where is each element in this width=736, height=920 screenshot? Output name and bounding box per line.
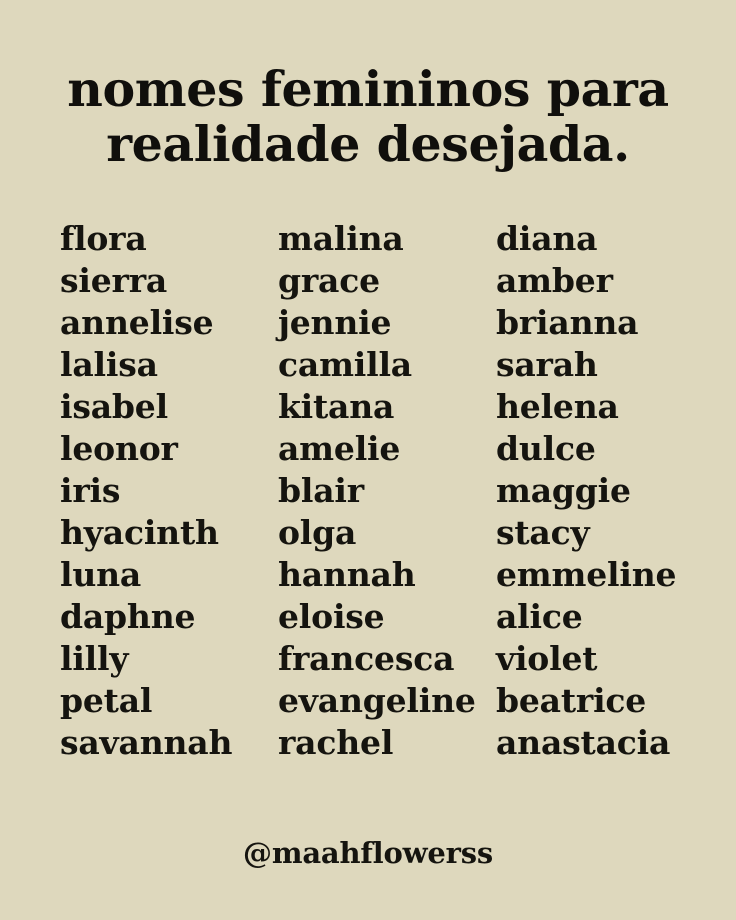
author-handle: @maahflowerss <box>243 836 493 870</box>
page-title-line-1: nomes femininos para <box>67 60 669 118</box>
list-item: eloise <box>278 596 385 636</box>
list-item: lalisa <box>60 344 158 384</box>
list-item: violet <box>496 638 598 678</box>
list-item: annelise <box>60 302 214 342</box>
list-item: stacy <box>496 512 590 552</box>
list-item: brianna <box>496 302 639 342</box>
list-item: dulce <box>496 428 596 468</box>
list-item: amelie <box>278 428 401 468</box>
page-title-line-2: realidade desejada. <box>106 114 630 173</box>
name-column-2 <box>278 218 496 764</box>
list-item: petal <box>60 680 153 720</box>
list-item: flora <box>60 218 147 258</box>
list-item: amber <box>496 260 613 300</box>
list-item: beatrice <box>496 680 647 720</box>
list-item: camilla <box>278 344 412 384</box>
name-column-1 <box>60 218 278 764</box>
name-columns <box>0 218 736 764</box>
list-item: kitana <box>278 386 395 426</box>
list-item: blair <box>278 470 364 510</box>
list-item: lilly <box>60 638 129 678</box>
list-item: grace <box>278 260 380 300</box>
list-item: maggie <box>496 470 631 510</box>
list-item: daphne <box>60 596 196 636</box>
list-item: iris <box>60 470 121 510</box>
list-item: francesca <box>278 638 455 678</box>
list-item: savannah <box>60 722 233 762</box>
list-item: evangeline <box>278 680 476 720</box>
list-item: luna <box>60 554 142 594</box>
list-item: emmeline <box>496 554 677 594</box>
name-column-3 <box>496 218 716 764</box>
list-item: sierra <box>60 260 168 300</box>
list-item: anastacia <box>496 722 671 762</box>
list-item: rachel <box>278 722 394 762</box>
list-item: hyacinth <box>60 512 219 552</box>
list-item: leonor <box>60 428 178 468</box>
list-item: hannah <box>278 554 416 594</box>
page-title <box>67 62 668 172</box>
list-item: isabel <box>60 386 168 426</box>
list-item: helena <box>496 386 619 426</box>
list-item: olga <box>278 512 357 552</box>
list-item: diana <box>496 218 598 258</box>
list-item: malina <box>278 218 404 258</box>
list-item: jennie <box>278 302 392 342</box>
list-item: sarah <box>496 344 598 384</box>
list-item: alice <box>496 596 583 636</box>
